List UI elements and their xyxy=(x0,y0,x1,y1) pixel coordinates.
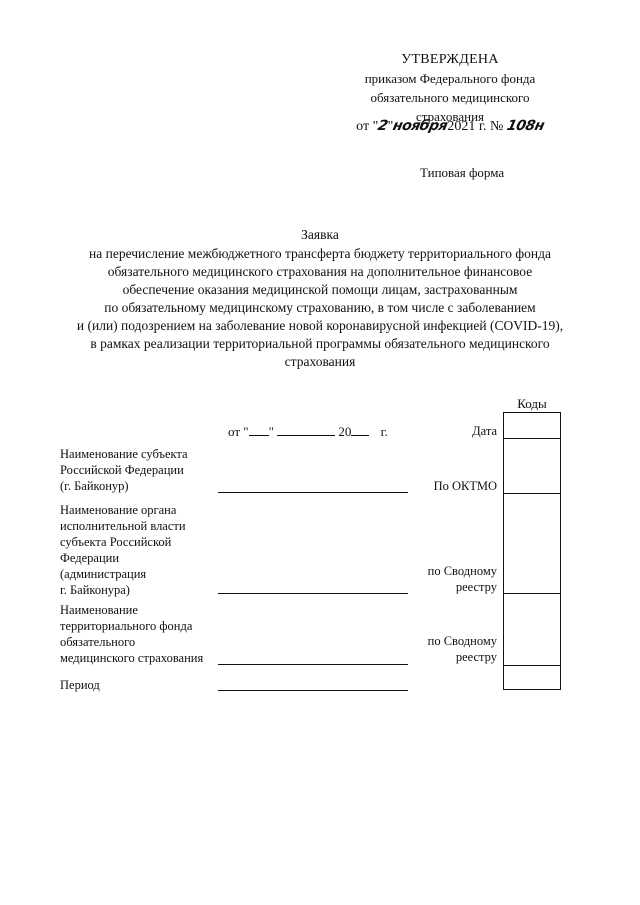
oktmo-label: По ОКТМО xyxy=(433,479,497,493)
fund-label xyxy=(60,602,203,666)
fund-code-label-line: по Сводному xyxy=(427,634,497,648)
approval-block xyxy=(300,50,600,126)
request-title: Заявка xyxy=(301,227,339,242)
day-blank[interactable] xyxy=(249,423,269,436)
request-description xyxy=(40,245,600,371)
authority-code-label xyxy=(407,563,497,595)
date-code-label: Дата xyxy=(472,424,497,438)
codes-row-divider xyxy=(504,665,560,666)
order-date-line xyxy=(300,118,600,135)
month-blank[interactable] xyxy=(277,423,335,436)
subject-label xyxy=(60,446,188,494)
authority-label-line: (администрация xyxy=(60,567,147,581)
request-line: на перечисление межбюджетного трансферта бюджету территориального фонда xyxy=(89,246,551,261)
request-line: и (или) подозрением на заболевание новой коронавирусной инфекцией (COVID-19), xyxy=(76,318,564,333)
approval-line-2: обязательного медицинского xyxy=(370,90,530,105)
authority-label xyxy=(60,502,186,598)
codes-table xyxy=(503,412,561,690)
request-line: в рамках реализации территориальной программы обязательного медицинского xyxy=(90,336,550,351)
codes-row-divider xyxy=(504,438,560,439)
order-month-handwritten: ноября xyxy=(391,118,450,134)
subject-label-line: (г. Байконур) xyxy=(60,479,129,493)
fund-label-line: Наименование xyxy=(60,603,138,617)
period-label: Период xyxy=(60,678,100,692)
form-type-label: Типовая форма xyxy=(420,165,505,180)
order-date-prefix: от " xyxy=(356,119,379,134)
order-date-mid: " xyxy=(387,119,394,134)
period-fill-line[interactable] xyxy=(218,690,408,691)
authority-code-label-line: по Сводному xyxy=(427,564,497,578)
request-date-line xyxy=(228,423,388,440)
date-quote: " xyxy=(268,424,274,439)
order-year: 2021 г. № xyxy=(447,119,504,134)
date-prefix: от " xyxy=(228,424,249,439)
authority-label-line: Наименование органа xyxy=(60,503,177,517)
fund-label-line: медицинского страхования xyxy=(60,651,204,665)
subject-fill-line[interactable] xyxy=(218,492,408,493)
codes-row-divider xyxy=(504,593,560,594)
approval-line-1: приказом Федерального фонда xyxy=(364,71,536,86)
request-line: страхования xyxy=(284,354,356,369)
authority-label-line: исполнительной власти xyxy=(60,519,186,533)
authority-label-line: субъекта Российской xyxy=(60,535,172,549)
request-line: обеспечение оказания медицинской помощи лицам, застрахованным xyxy=(122,282,518,297)
authority-fill-line[interactable] xyxy=(218,593,408,594)
authority-code-label-line: реестру xyxy=(455,580,497,594)
fund-code-label-line: реестру xyxy=(455,650,497,664)
authority-label-line: г. Байконура) xyxy=(60,583,130,597)
date-year-suffix: г. xyxy=(380,424,388,439)
request-line: по обязательному медицинскому страхованию, в том числе с заболеванием xyxy=(104,300,536,315)
approval-title: УТВЕРЖДЕНА xyxy=(401,52,499,67)
date-century: 20 xyxy=(338,424,352,439)
year-blank[interactable] xyxy=(351,423,369,436)
order-number-handwritten: 108н xyxy=(505,118,546,134)
codes-header: Коды xyxy=(517,396,547,411)
subject-label-line: Российской Федерации xyxy=(60,463,184,477)
subject-label-line: Наименование субъекта xyxy=(60,447,188,461)
order-day-handwritten: 2 xyxy=(376,118,390,134)
approval-line-3: страхования xyxy=(415,109,484,124)
fund-fill-line[interactable] xyxy=(218,664,408,665)
authority-label-line: Федерации xyxy=(60,551,120,565)
codes-row-divider xyxy=(504,493,560,494)
fund-label-line: обязательного xyxy=(60,635,136,649)
fund-label-line: территориального фонда xyxy=(60,619,193,633)
request-line: обязательного медицинского страхования на дополнительное финансовое xyxy=(107,264,533,279)
fund-code-label xyxy=(407,633,497,665)
